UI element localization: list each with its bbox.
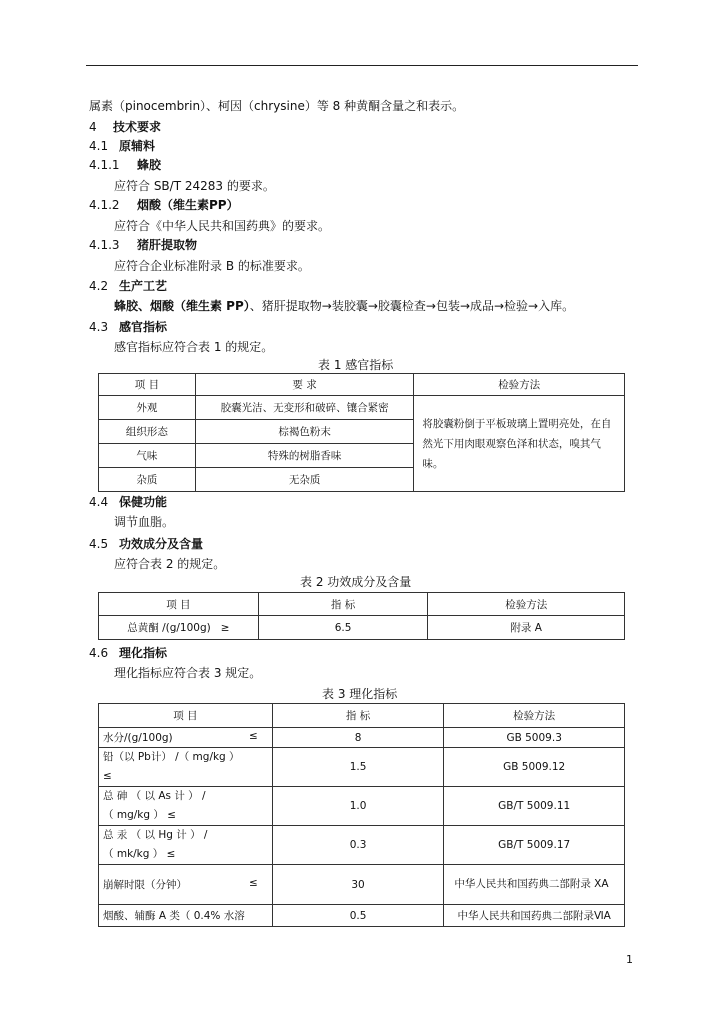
table-header: 要 求	[195, 374, 414, 396]
paragraph: 调节血脂。	[114, 515, 175, 529]
paragraph: 应符合 SB/T 24283 的要求。	[114, 179, 275, 193]
heading-title: 感官指标	[119, 320, 168, 334]
paragraph-bold: 蜂胶、烟酸（维生素 PP）	[114, 299, 250, 313]
table-cell: 中华人民共和国药典二部附录ⅥA	[444, 905, 625, 927]
item-label: 崩解时限（分钟）	[103, 879, 187, 891]
paragraph: 应符合表 2 的规定。	[114, 557, 226, 571]
heading-4-1	[89, 138, 155, 154]
intro-line: 属素（pinocembrin）、柯因（chrysine）等 8 种黄酮含量之和表示。	[89, 99, 465, 113]
item-label-cont: （ mk/kg ） ≤	[103, 848, 176, 860]
table-cell: 组织形态	[99, 420, 196, 444]
table-cell: 1.0	[272, 787, 444, 826]
operator: ≤	[248, 730, 258, 742]
paragraph: 应符合企业标准附录 B 的标准要求。	[114, 259, 310, 273]
table-header: 项 目	[99, 374, 196, 396]
heading-title: 猪肝提取物	[137, 238, 198, 252]
heading-4-4	[89, 494, 167, 510]
table-cell: GB 5009.3	[444, 728, 625, 748]
heading-number: 4.6	[89, 646, 109, 660]
paragraph: 理化指标应符合表 3 规定。	[114, 666, 262, 680]
item-label: 总 砷 （ 以 As 计 ） /	[103, 790, 206, 802]
table-cell: 8	[272, 728, 444, 748]
heading-title: 保健功能	[119, 495, 168, 509]
heading-number: 4.1.3	[89, 238, 120, 252]
table-cell-method: 将胶囊粉倒于平板玻璃上置明亮处，在自然光下用肉眼观察色泽和状态，嗅其气味。	[414, 396, 625, 492]
table1	[98, 373, 625, 492]
page-number: 1	[626, 953, 633, 966]
table-cell: 6.5	[258, 616, 428, 640]
table-cell: GB/T 5009.17	[444, 826, 625, 865]
heading-title: 蜂胶	[137, 158, 162, 172]
heading-number: 4.1	[89, 139, 109, 153]
table2	[98, 592, 625, 640]
heading-title: 原辅料	[119, 139, 156, 153]
heading-number: 4.1.1	[89, 158, 120, 172]
item-label: 总 汞 （ 以 Hg 计 ） /	[103, 829, 208, 841]
heading-number: 4.1.2	[89, 198, 120, 212]
heading-number: 4.5	[89, 537, 109, 551]
paragraph: 应符合《中华人民共和国药典》的要求。	[114, 219, 331, 233]
item-label: 铅（以 Pb计） /（ mg/kg ）	[103, 751, 240, 763]
heading-4-2	[89, 278, 167, 294]
paragraph	[114, 298, 574, 314]
heading-4-1-1	[89, 157, 161, 173]
operator: ≤	[248, 877, 258, 889]
paragraph-rest: 、猪肝提取物→装胶囊→胶囊检查→包装→成品→检验→入库。	[249, 299, 575, 313]
table-cell: 0.3	[272, 826, 444, 865]
heading-title: 烟酸（维生素PP）	[137, 198, 239, 212]
table-cell	[99, 728, 273, 748]
operator: ≥	[220, 622, 230, 634]
table-cell: 外观	[99, 396, 196, 420]
table-cell: 烟酸、辅酶 A 类（ 0.4% 水溶	[99, 905, 273, 927]
table-header: 指 标	[258, 593, 428, 616]
item-label: 水分/(g/100g)	[103, 732, 173, 744]
heading-number: 4.3	[89, 320, 109, 334]
table-cell	[99, 787, 273, 826]
heading-4	[89, 119, 161, 135]
heading-4-6	[89, 645, 167, 661]
table3-caption: 表 3 理化指标	[322, 687, 398, 701]
table-cell	[99, 748, 273, 787]
table-header: 检验方法	[428, 593, 625, 616]
table-cell: 特殊的树脂香味	[195, 444, 414, 468]
heading-number: 4.4	[89, 495, 109, 509]
heading-title: 理化指标	[119, 646, 168, 660]
table-cell: 30	[272, 865, 444, 905]
paragraph: 感官指标应符合表 1 的规定。	[114, 340, 274, 354]
heading-number: 4.2	[89, 279, 109, 293]
table-cell: 附录 A	[428, 616, 625, 640]
table2-caption: 表 2 功效成分及含量	[300, 575, 412, 589]
table-cell: GB 5009.12	[444, 748, 625, 787]
table-header: 项 目	[99, 593, 259, 616]
heading-title: 生产工艺	[119, 279, 168, 293]
table-header: 指 标	[272, 704, 444, 728]
heading-title: 功效成分及含量	[119, 537, 204, 551]
table-cell: 0.5	[272, 905, 444, 927]
table-header: 检验方法	[414, 374, 625, 396]
table-cell: GB/T 5009.11	[444, 787, 625, 826]
heading-4-1-3	[89, 237, 197, 253]
table1-caption: 表 1 感官指标	[318, 358, 394, 372]
table-cell: 1.5	[272, 748, 444, 787]
table-cell: 气味	[99, 444, 196, 468]
table-header: 项 目	[99, 704, 273, 728]
table3	[98, 703, 625, 927]
table-cell: 无杂质	[195, 468, 414, 492]
table-cell: 中华人民共和国药典二部附录 XA	[444, 865, 625, 905]
table-cell: 棕褐色粉末	[195, 420, 414, 444]
heading-number: 4	[89, 120, 97, 134]
heading-title: 技术要求	[113, 120, 162, 134]
table-cell: 杂质	[99, 468, 196, 492]
item-label: 总黄酮 /(g/100g)	[127, 622, 211, 634]
heading-4-3	[89, 319, 167, 335]
table-cell	[99, 616, 259, 640]
table-cell	[99, 826, 273, 865]
item-label-cont: ≤	[103, 770, 112, 782]
heading-4-5	[89, 536, 203, 552]
item-label-cont: （ mg/kg ） ≤	[103, 809, 176, 821]
header-rule	[86, 65, 638, 66]
table-header: 检验方法	[444, 704, 625, 728]
table-cell	[99, 865, 273, 905]
table-cell: 胶囊光洁、无变形和破碎、镶合紧密	[195, 396, 414, 420]
heading-4-1-2	[89, 197, 239, 213]
